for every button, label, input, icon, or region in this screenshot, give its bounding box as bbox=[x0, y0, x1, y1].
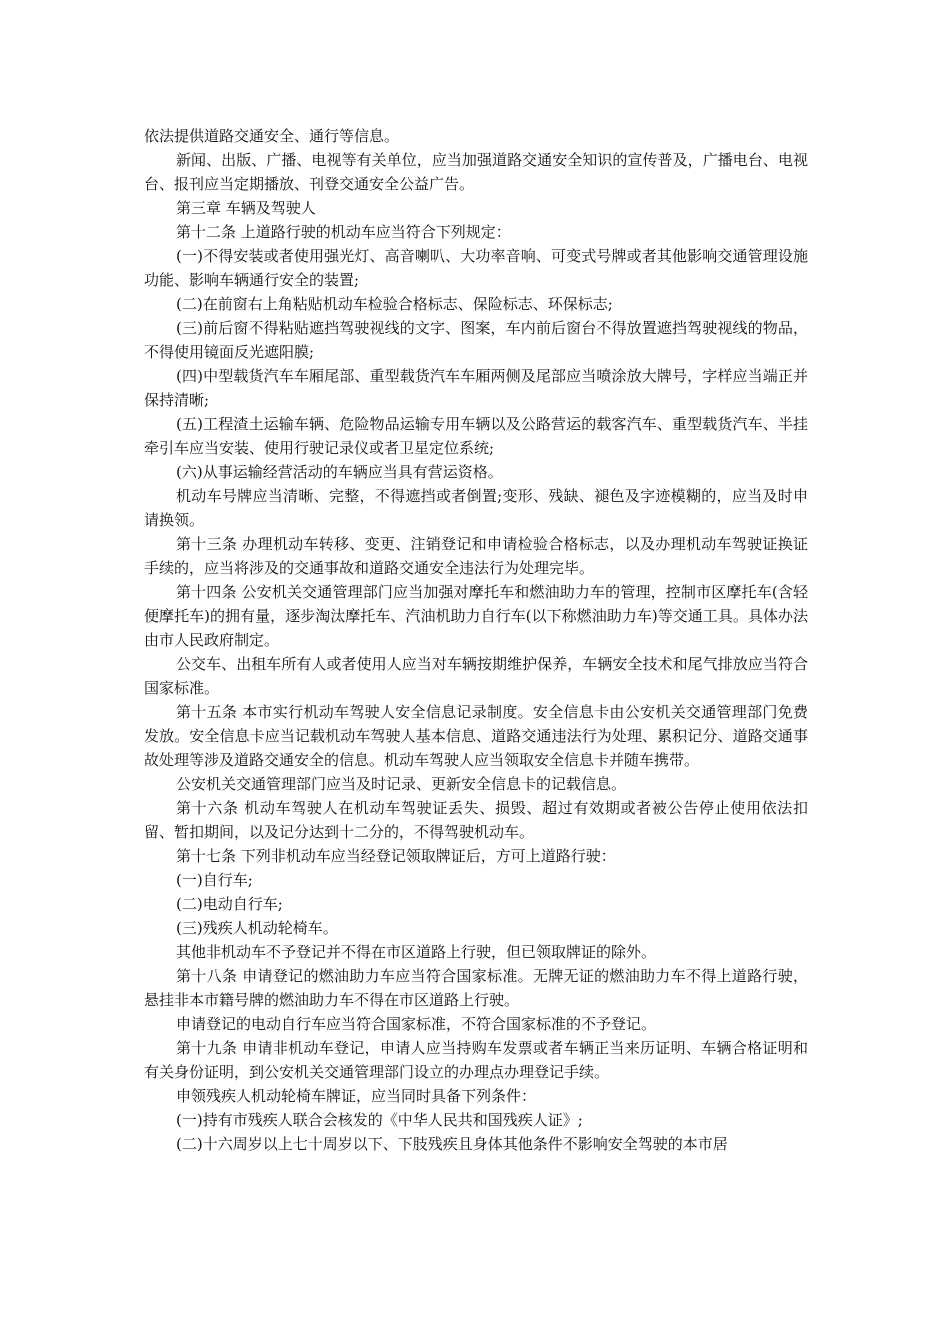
list-item: (二)十六周岁以上七十周岁以下、下肢残疾且身体其他条件不影响安全驾驶的本市居 bbox=[176, 1135, 728, 1153]
paragraph: 依法提供道路交通安全、通行等信息。 bbox=[144, 127, 400, 145]
chapter-heading: 第三章 车辆及驾驶人 bbox=[176, 199, 316, 217]
paragraph: 新闻、出版、广播、电视等有关单位，应当加强道路交通安全知识的宣传普及，广播电台、电视台、报刊应当定期播放、刊登交通安全公益广告。 bbox=[144, 151, 808, 193]
list-item: (二)在前窗右上角粘贴机动车检验合格标志、保险标志、环保标志; bbox=[176, 295, 613, 313]
list-item: (三)残疾人机动轮椅车。 bbox=[176, 919, 338, 937]
paragraph: 申请登记的电动自行车应当符合国家标准，不符合国家标准的不予登记。 bbox=[176, 1015, 657, 1033]
article-14: 第十四条 公安机关交通管理部门应当加强对摩托车和燃油助力车的管理，控制市区摩托车(含轻便摩托车)的拥有量，逐步淘汰摩托车、汽油机助力自行车(以下称燃油助力车)等交通工具。具体办法由市人民政府制定。 bbox=[144, 583, 808, 649]
article-17: 第十七条 下列非机动车应当经登记领取牌证后，方可上道路行驶： bbox=[176, 847, 616, 865]
article-12: 第十二条 上道路行驶的机动车应当符合下列规定： bbox=[176, 223, 511, 241]
article-15: 第十五条 本市实行机动车驾驶人安全信息记录制度。安全信息卡由公安机关交通管理部门免费发放。安全信息卡应当记载机动车驾驶人基本信息、道路交通违法行为处理、累积记分、道路交通事故处理等涉及道路交通安全的信息。机动车驾驶人应当领取安全信息卡并随车携带。 bbox=[144, 703, 808, 769]
document-page bbox=[144, 124, 808, 1156]
list-item: (一)自行车; bbox=[176, 871, 253, 889]
list-item: (四)中型载货汽车车厢尾部、重型载货汽车车厢两侧及尾部应当喷涂放大牌号，字样应当端正并保持清晰; bbox=[144, 367, 808, 409]
article-13: 第十三条 办理机动车转移、变更、注销登记和申请检验合格标志，以及办理机动车驾驶证换证手续的，应当将涉及的交通事故和道路交通安全违法行为处理完毕。 bbox=[144, 535, 808, 577]
article-16: 第十六条 机动车驾驶人在机动车驾驶证丢失、损毁、超过有效期或者被公告停止使用依法扣留、暂扣期间，以及记分达到十二分的，不得驾驶机动车。 bbox=[144, 799, 808, 841]
paragraph: 公交车、出租车所有人或者使用人应当对车辆按期维护保养，车辆安全技术和尾气排放应当符合国家标准。 bbox=[144, 655, 808, 697]
paragraph: 申领残疾人机动轮椅车牌证，应当同时具备下列条件： bbox=[176, 1087, 537, 1105]
paragraph: 公安机关交通管理部门应当及时记录、更新安全信息卡的记载信息。 bbox=[176, 775, 627, 793]
list-item: (一)持有市残疾人联合会核发的《中华人民共和国残疾人证》; bbox=[176, 1111, 583, 1129]
article-19: 第十九条 申请非机动车登记，申请人应当持购车发票或者车辆正当来历证明、车辆合格证明和有关身份证明，到公安机关交通管理部门设立的办理点办理登记手续。 bbox=[144, 1039, 808, 1081]
list-item: (三)前后窗不得粘贴遮挡驾驶视线的文字、图案，车内前后窗台不得放置遮挡驾驶视线的物品，不得使用镜面反光遮阳膜; bbox=[144, 319, 808, 361]
list-item: (六)从事运输经营活动的车辆应当具有营运资格。 bbox=[176, 463, 503, 481]
list-item: (一)不得安装或者使用强光灯、高音喇叭、大功率音响、可变式号牌或者其他影响交通管理设施功能、影响车辆通行安全的装置; bbox=[144, 247, 808, 289]
list-item: (二)电动自行车; bbox=[176, 895, 283, 913]
article-18: 第十八条 申请登记的燃油助力车应当符合国家标准。无牌无证的燃油助力车不得上道路行驶，悬挂非本市籍号牌的燃油助力车不得在市区道路上行驶。 bbox=[144, 967, 808, 1009]
list-item: (五)工程渣土运输车辆、危险物品运输专用车辆以及公路营运的载客汽车、重型载货汽车、半挂牵引车应当安装、使用行驶记录仪或者卫星定位系统; bbox=[144, 415, 808, 457]
paragraph: 机动车号牌应当清晰、完整，不得遮挡或者倒置;变形、残缺、褪色及字迹模糊的，应当及时申请换领。 bbox=[144, 487, 808, 529]
paragraph: 其他非机动车不予登记并不得在市区道路上行驶，但已领取牌证的除外。 bbox=[176, 943, 657, 961]
